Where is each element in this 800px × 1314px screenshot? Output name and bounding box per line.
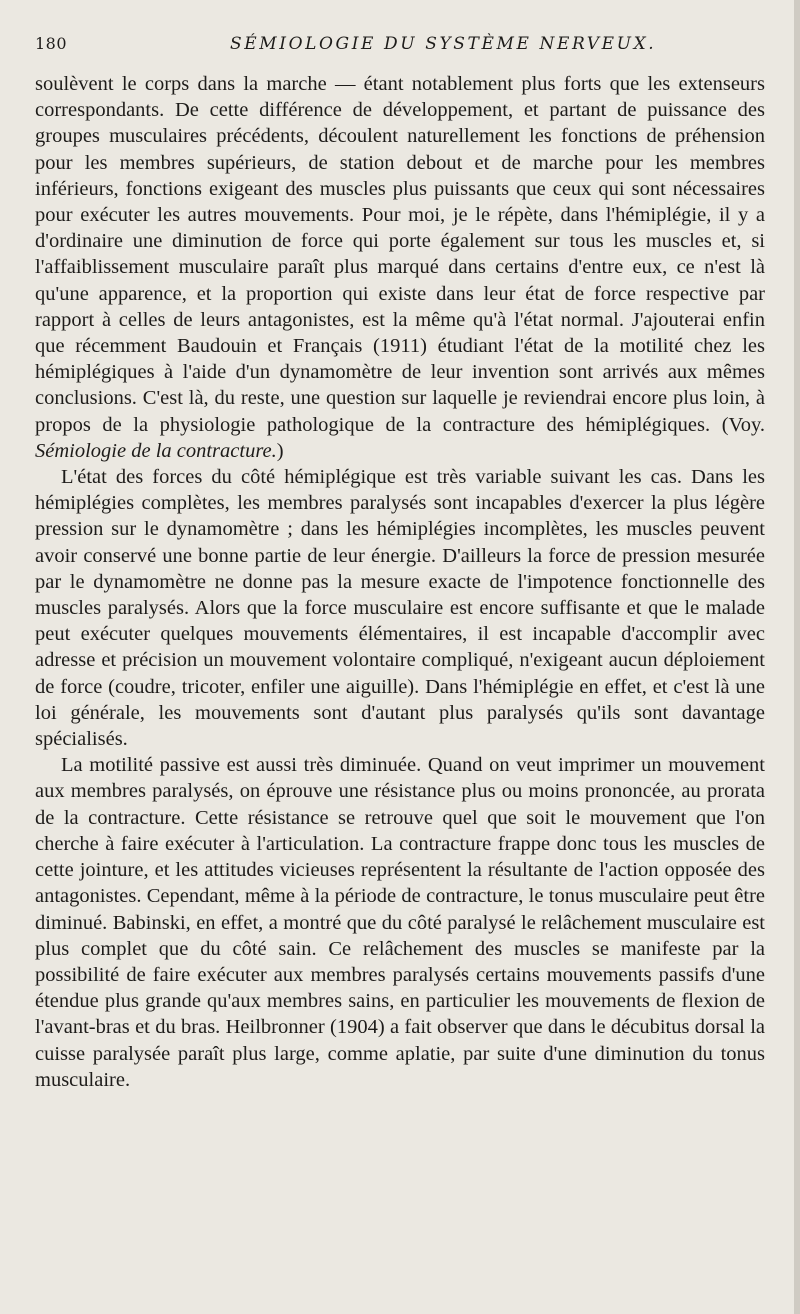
running-title: SÉMIOLOGIE DU SYSTÈME NERVEUX. — [230, 34, 657, 54]
page-number: 180 — [35, 34, 68, 53]
italic-reference: Sémiologie de la contracture. — [35, 439, 277, 462]
paragraph-3: La motilité passive est aussi très diminuée. Quand on veut imprimer un mouvement aux membres paralysés, on éprouve une résistance plus ou moins prononcée, au prorata de la contracture. Cette résistance se retrouve quel que soit le mouvement que l'on cherche à faire exécuter à l'articulation. La contracture frappe donc tous les muscles de cette jointure, et les attitudes vicieuses représentent la résultante de l'action opposée des antagonistes. Cependant, même à la période de contracture, le tonus musculaire peut être diminué. Babinski, en effet, a montré que du côté paralysé le relâchement musculaire est plus complet que du côté sain. Ce relâchement des muscles se manifeste par la possibilité de faire exécuter aux membres paralysés certains mouvements passifs d'une étendue plus grande qu'aux membres sains, en particulier les mouvements de flexion de l'avant-bras et du bras. Heilbronner (1904) a fait observer que dans le décubitus dorsal la cuisse paralysée paraît plus large, comme aplatie, par suite d'une diminution du tonus musculaire. — [35, 754, 765, 1091]
page-edge — [794, 0, 800, 1314]
page-header — [35, 34, 775, 58]
paragraph-1-text: soulèvent le corps dans la marche — étant notablement plus forts que les extenseurs correspondants. De cette différence de développement, et partant de puissance des groupes musculaires précédents, découlent naturellement les fonctions de préhension pour les membres supérieurs, de station debout et de marche pour les membres inférieurs, fonctions exigeant des muscles plus puissants que ceux qui sont nécessaires pour exécuter les autres mouvements. Pour moi, je le répète, dans l'hémiplégie, il y a d'ordinaire une diminution de force qui porte également sur tous les muscles et, si l'affaiblissement musculaire paraît plus marqué dans certains d'entre eux, ce n'est là qu'une apparence, et la proportion qui existe dans leur état de force respective par rapport à celles de leurs antagonistes, est la même qu'à l'état normal. J'ajouterai enfin que récemment Baudouin et Français (1911) étudiant l'état de la motilité chez les hémiplégiques à l'aide d'un dynamomètre de leur invention sont arrivés aux mêmes conclusions. C'est là, du reste, une question sur laquelle je reviendrai encore plus loin, à propos de la physiologie pathologique de la contracture des hémiplégiques. (Voy. — [35, 73, 765, 436]
paragraph-1 — [35, 71, 765, 464]
paragraph-1-end: ) — [276, 439, 284, 462]
body-text — [35, 71, 765, 1093]
paragraph-2: L'état des forces du côté hémiplégique est très variable suivant les cas. Dans les hémiplégies complètes, les membres paralysés sont incapables d'exercer la plus légère pression sur le dynamomètre ; dans les hémiplégies incomplètes, les muscles peuvent avoir conservé une bonne partie de leur énergie. D'ailleurs la force de pression mesurée par le dynamomètre ne donne pas la mesure exacte de l'impotence fonctionnelle des muscles paralysés. Alors que la force musculaire est encore suffisante et que le malade peut exécuter quelques mouvements élémentaires, il est incapable d'accomplir avec adresse et précision un mouvement volontaire compliqué, n'exigeant aucun déploiement de force (coudre, tricoter, enfiler une aiguille). Dans l'hémiplégie en effet, et c'est là une loi générale, les mouvements sont d'autant plus paralysés qu'ils sont davantage spécialisés. — [35, 466, 765, 751]
